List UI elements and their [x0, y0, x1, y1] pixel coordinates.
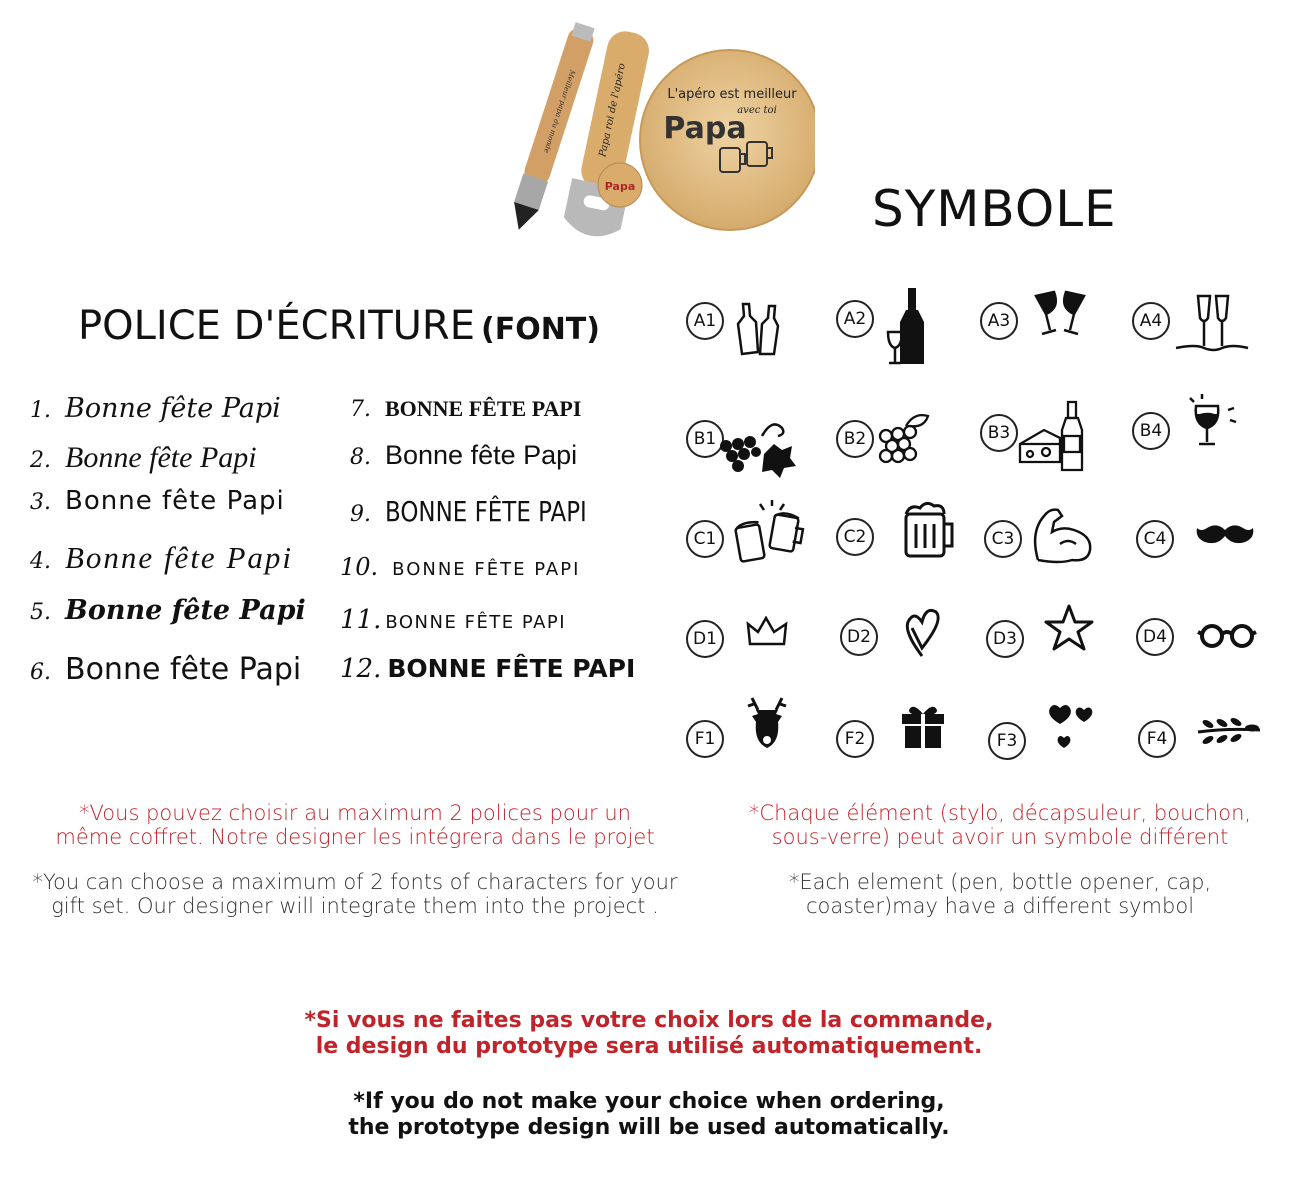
font-number: 1.: [30, 398, 51, 423]
svg-text:Meilleur papa du monde: Meilleur papa du monde: [542, 68, 577, 155]
symbol-a1[interactable]: [686, 292, 826, 382]
symbol-d2[interactable]: [840, 608, 980, 698]
font-option-5[interactable]: [30, 595, 306, 626]
symbol-code: C1: [686, 520, 724, 558]
font-option-10[interactable]: [340, 553, 580, 581]
symbol-title: SYMBOLE: [872, 180, 1117, 238]
reindeer-icon: [744, 694, 790, 752]
font-number: 3.: [30, 490, 51, 515]
grapes-icon: [876, 412, 932, 470]
muscle-arm-icon: [1030, 504, 1098, 566]
symbol-f2[interactable]: [836, 710, 976, 800]
font-sample: BONNE FÊTE PAPI: [385, 396, 582, 421]
symbol-note-en: [700, 870, 1298, 918]
font-sample: Bonne fête Papi: [65, 595, 306, 626]
symbol-d4[interactable]: [1136, 608, 1276, 698]
star-icon: [1042, 602, 1096, 654]
default-design-notice-en: [0, 1089, 1298, 1141]
font-note-fr-line2: même coffret. Notre designer les intégrera dans le projet: [55, 825, 655, 849]
default-design-notice-fr: [0, 1008, 1298, 1060]
symbol-a2[interactable]: [836, 290, 976, 380]
font-number: 8.: [350, 445, 371, 470]
wine-glass-splash-icon: [1186, 392, 1238, 450]
cork-cap: [598, 163, 642, 207]
symbol-code: D2: [840, 618, 878, 656]
symbol-a4[interactable]: [1132, 292, 1272, 382]
font-option-11[interactable]: [340, 605, 566, 635]
beer-mugs-clink-icon: [734, 498, 810, 568]
symbol-code: D1: [686, 620, 724, 658]
symbol-note-fr-line2: sous-verre) peut avoir un symbole différent: [771, 825, 1229, 849]
crown-icon: [746, 616, 788, 650]
symbol-code: F4: [1138, 720, 1176, 758]
font-number: 12.: [340, 654, 382, 684]
font-option-7[interactable]: [350, 396, 581, 422]
font-note-fr-line1: *Vous pouvez choisir au maximum 2 polices pour un: [79, 801, 631, 825]
svg-text:Papa: Papa: [663, 111, 747, 146]
font-title: [78, 303, 600, 349]
grapes-vine-icon: [716, 416, 796, 478]
font-option-12[interactable]: [340, 654, 635, 684]
font-sample: Bonne fête Papi: [65, 441, 257, 474]
font-number: 4.: [30, 549, 51, 574]
symbol-code: D4: [1136, 618, 1174, 656]
symbol-d3[interactable]: [986, 610, 1126, 700]
symbol-b2[interactable]: [836, 410, 976, 500]
svg-text:L'apéro est meilleur: L'apéro est meilleur: [667, 87, 797, 102]
font-sample: BONNE FÊTE PAPI: [387, 654, 636, 683]
cheese-wine-icon: [1016, 400, 1088, 474]
symbol-code: F3: [988, 722, 1026, 760]
font-number: 10.: [340, 553, 379, 581]
symbol-note-en-line1: *Each element (pen, bottle opener, cap,: [788, 870, 1212, 894]
font-option-8[interactable]: [350, 440, 577, 471]
symbol-code: B3: [980, 414, 1018, 452]
font-sample: BONNE FÊTE PAPI: [385, 612, 567, 633]
beer-mug-icon: [900, 500, 958, 560]
symbol-code: B1: [686, 420, 724, 458]
symbol-code: B2: [836, 420, 874, 458]
wine-glasses-clink-icon: [1032, 290, 1088, 340]
font-title-text: POLICE D'ÉCRITURE: [78, 303, 475, 349]
symbol-code: C2: [836, 518, 874, 556]
coaster: [640, 50, 815, 230]
product-photo: [495, 20, 815, 265]
symbol-c1[interactable]: [686, 510, 826, 600]
font-option-6[interactable]: [30, 652, 301, 687]
symbol-c2[interactable]: [836, 508, 976, 598]
svg-text:Papa: Papa: [604, 180, 636, 193]
symbol-code: F1: [686, 720, 724, 758]
symbol-code: A4: [1132, 302, 1170, 340]
symbol-code: A2: [836, 300, 874, 338]
heart-line-icon: [902, 602, 942, 660]
symbol-b4[interactable]: [1132, 392, 1272, 482]
notice-en-line1: *If you do not make your choice when ordering,: [353, 1089, 945, 1114]
font-number: 6.: [30, 660, 51, 685]
symbol-note-en-line2: coaster)may have a different symbol: [805, 894, 1195, 918]
font-option-4[interactable]: [30, 540, 293, 576]
font-sample: Bonne fête Papi: [65, 486, 285, 516]
font-number: 2.: [30, 448, 51, 473]
font-sample: BONNE FÊTE PAPI: [392, 559, 581, 580]
font-sample: Bonne fête Papi: [65, 652, 302, 687]
symbol-c3[interactable]: [984, 510, 1124, 600]
hearts-icon: [1044, 698, 1096, 754]
symbol-b1[interactable]: [686, 410, 826, 500]
gift-icon: [900, 702, 946, 750]
symbol-d1[interactable]: [686, 610, 826, 700]
font-number: 5.: [30, 600, 51, 625]
font-option-9[interactable]: [350, 495, 631, 528]
beer-bottles-icon: [734, 298, 780, 358]
glasses-icon: [1196, 622, 1258, 648]
symbol-code: B4: [1132, 412, 1170, 450]
font-note-en: [20, 870, 690, 918]
wine-bottle-glass-icon: [884, 288, 928, 368]
mustache-icon: [1194, 522, 1256, 548]
font-note-fr: [20, 801, 690, 849]
champagne-flutes-icon: [1174, 292, 1250, 354]
symbol-b3[interactable]: [980, 404, 1120, 494]
font-option-3[interactable]: [30, 486, 285, 516]
symbol-code: F2: [836, 720, 874, 758]
font-note-en-line1: *You can choose a maximum of 2 fonts of characters for your: [32, 870, 678, 894]
symbol-c4[interactable]: [1136, 510, 1276, 600]
leaf-branch-icon: [1196, 716, 1262, 746]
font-sample: Bonne fête Papi: [65, 393, 281, 424]
font-sample: Bonne fête Papi: [65, 540, 293, 575]
symbol-f4[interactable]: [1138, 710, 1278, 800]
symbol-f3[interactable]: [988, 712, 1128, 802]
symbol-f1[interactable]: [686, 710, 826, 800]
font-note-en-line2: gift set. Our designer will integrate them into the project .: [51, 894, 659, 918]
symbol-code: A3: [980, 302, 1018, 340]
font-sample: BONNE FÊTE PAPI: [385, 495, 587, 528]
symbol-code: D3: [986, 620, 1024, 658]
symbol-a3[interactable]: [980, 292, 1120, 382]
font-option-1[interactable]: [30, 393, 281, 424]
font-option-2[interactable]: [30, 441, 257, 475]
font-number: 9.: [350, 502, 371, 527]
notice-fr-line2: le design du prototype sera utilisé automatiquement.: [315, 1034, 983, 1059]
symbol-note-fr-line1: *Chaque élément (stylo, décapsuleur, bouchon,: [748, 801, 1252, 825]
symbol-code: C4: [1136, 520, 1174, 558]
font-title-suffix: (FONT): [480, 312, 600, 347]
font-sample: Bonne fête Papi: [385, 440, 578, 470]
symbol-note-fr: [700, 801, 1298, 849]
notice-fr-line1: *Si vous ne faites pas votre choix lors de la commande,: [304, 1008, 994, 1033]
font-number: 7.: [350, 397, 371, 422]
symbol-code: C3: [984, 520, 1022, 558]
notice-en-line2: the prototype design will be used automatically.: [348, 1115, 950, 1140]
font-number: 11.: [340, 605, 382, 635]
symbol-code: A1: [686, 302, 724, 340]
svg-text:avec toi: avec toi: [737, 105, 777, 116]
svg-text:Papa roi de l'apéro: Papa roi de l'apéro: [597, 62, 628, 158]
